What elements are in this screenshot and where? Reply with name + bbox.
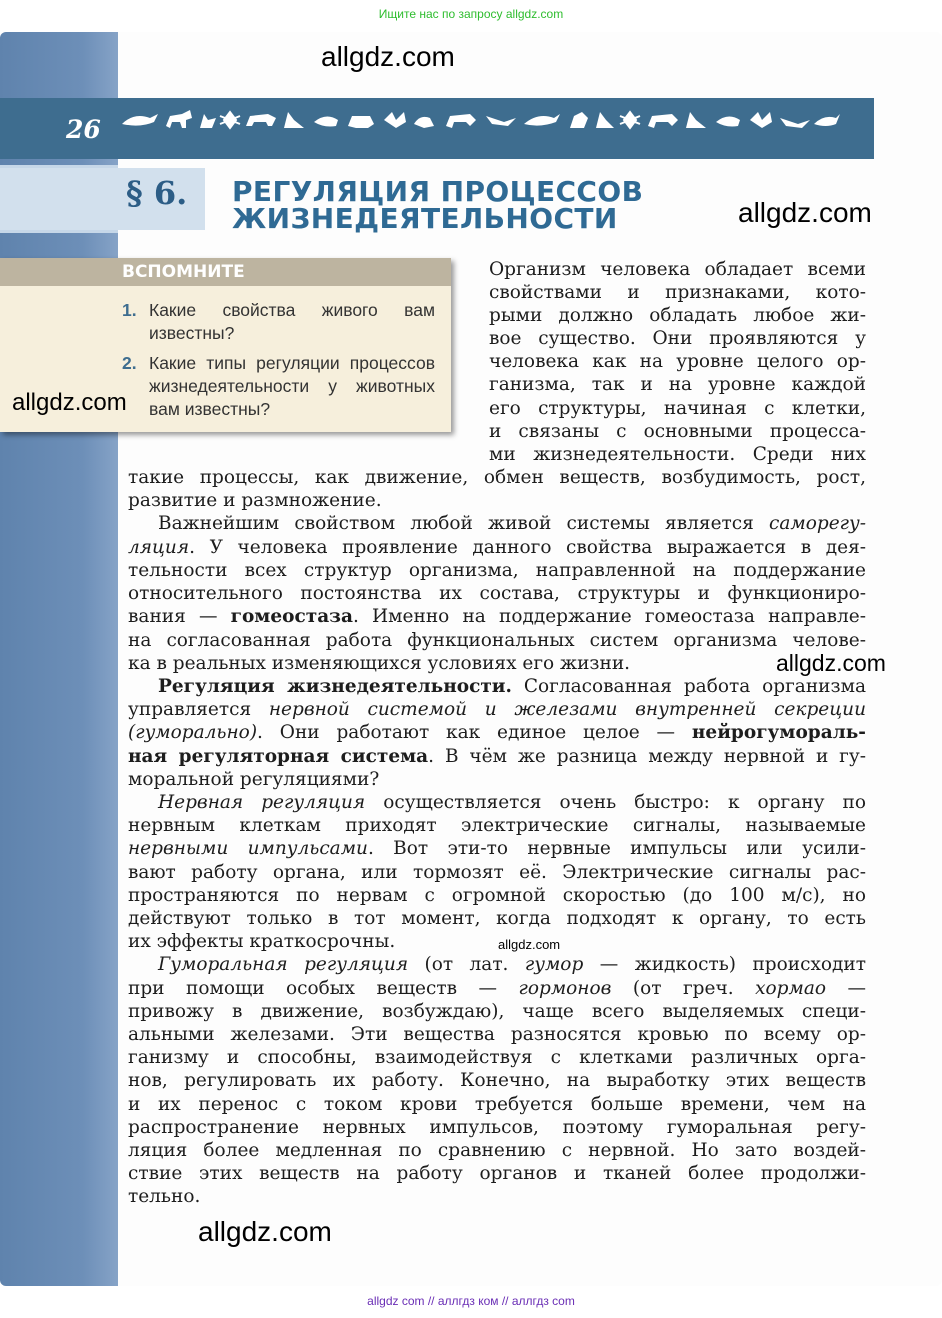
text-line: привожу в движение, возбуждаю), чаще всего выделяемых специ- [128,1001,866,1022]
text-line: при помощи особых веществ — гормонов (от греч. хормао — [128,978,866,999]
term-self-regulation: саморегу- [769,513,866,534]
text-line: относительного постоянства их состава, структуры и функциониро- [128,583,866,604]
text-line: Регуляция жизнедеятельности. Согласованная работа организма [158,676,866,697]
text-line: ствие этих веществ на работу органов и тканей более продолжи- [128,1163,866,1184]
text-line: нервными импульсами. Вот эти-то нервные импульсы или усили- [128,838,866,859]
text-line: моральной регуляциями? [128,769,380,790]
section-title-line2: ЖИЗНЕДЕЯТЕЛЬНОСТИ [232,202,618,235]
text-line: их эффекты краткосрочны. [128,931,396,952]
text-line: человека как на уровне целого ор- [489,351,866,372]
text-line: нервным клеткам приходят электрические сигналы, называемые [128,815,866,836]
text-line: Нервная регуляция осуществляется очень быстро: к органу по [158,792,866,813]
text-line: такие процессы, как движение, обмен веществ, возбудимость, рост, [128,467,866,488]
text-line: Организм человека обладает всеми [489,259,866,280]
section-number: § 6. [126,174,188,212]
text-line: и их перенос с током крови требуется больше времени, чем на [128,1094,866,1115]
text-line: пространяются по нервам с огромной скоростью (до 100 м/с), но [128,885,866,906]
text-line: Важнейшим свойством любой живой системы является саморегу- [158,513,866,534]
recall-question [122,299,435,345]
text-line: тельности всех структур организма, направленной на поддержание [128,560,866,581]
text-line: ляция более медленная по сравнению с нервной. Но зато воздей- [128,1140,866,1161]
watermark: allgdz.com [321,41,455,72]
watermark: allgdz.com [12,389,127,416]
question-text: Какие типы регуляции процессов жизнедеятельности у животных вам известны? [149,353,435,419]
subheading: Регуляция жизнедеятельности. [158,676,512,697]
page-number: 26 [66,115,101,144]
section-title [232,175,644,235]
text-line: развитие и размножение. [128,490,382,511]
text-line: на согласованная работа функциональных систем организма челове- [128,630,866,651]
term-homeostasis: гомеостаза [230,606,353,627]
term-self-regulation: ляция [128,537,190,558]
watermark-small: allgdz.com [498,937,561,952]
question-text: Какие свойства живого вам известны? [149,300,435,343]
text-line: альными железами. Эти вещества разносятся кровью по всему ор- [128,1024,866,1045]
text-line: ганизму и способны, взаимодействуя с клетками различных орга- [128,1047,866,1068]
text-line: действуют только в тот момент, когда подходят к органу, то есть [128,908,866,929]
text-line: вое существо. Они проявляются у [489,328,866,349]
text-line: распространение нервных импульсов, поэтому гуморальная регу- [128,1117,866,1138]
text-line: рыми должно обладать любое жи- [489,305,866,326]
recall-question [122,352,435,421]
watermark: allgdz.com [776,650,886,676]
text-line: свойствами и признаками, кото- [489,282,866,303]
text-line: управляется нервной системой и железами внутренней секреции [128,699,866,720]
text-line: вают работу органа, или тормозят её. Электрические сигналы рас- [128,862,866,883]
text-line: тельно. [128,1186,201,1207]
bottom-note: allgdz com // аллгдз ком // аллгдз com [367,1294,575,1308]
text-line: его структуры, начиная с клетки, [489,398,866,419]
text-line: и связаны с основными процесса- [489,421,866,442]
text-line: вания — гомеостаза. Именно на поддержание гомеостаза направле- [128,606,866,627]
text-line: нов, регулировать их работу. Конечно, на выработку этих веществ [128,1070,866,1091]
question-number: 2. [122,353,137,373]
text-line: ка в реальных изменяющихся условиях его жизни. [128,653,631,674]
text-line: ганизма, так и на уровне каждой [489,374,866,395]
question-number: 1. [122,300,137,320]
text-line: ми жизнедеятельности. Среди них [489,444,866,465]
watermark: allgdz.com [738,197,872,228]
top-search-note: Ищите нас по запросу allgdz.com [378,7,564,21]
recall-label: ВСПОМНИТЕ [122,262,245,282]
watermark: allgdz.com [198,1216,332,1247]
animal-silhouettes-icon [120,106,840,136]
text-line: ная регуляторная система. В чём же разница между нервной и гу- [128,746,866,767]
text-line: ляция. У человека проявление данного свойства выражается в дея- [128,537,866,558]
text-line: (гуморально). Они работают как единое целое — нейрогумораль- [128,722,866,743]
text-line: Гуморальная регуляция (от лат. гумор — жидкость) происходит [158,954,866,975]
section-title-line1: РЕГУЛЯЦИЯ ПРОЦЕССОВ [232,175,644,208]
